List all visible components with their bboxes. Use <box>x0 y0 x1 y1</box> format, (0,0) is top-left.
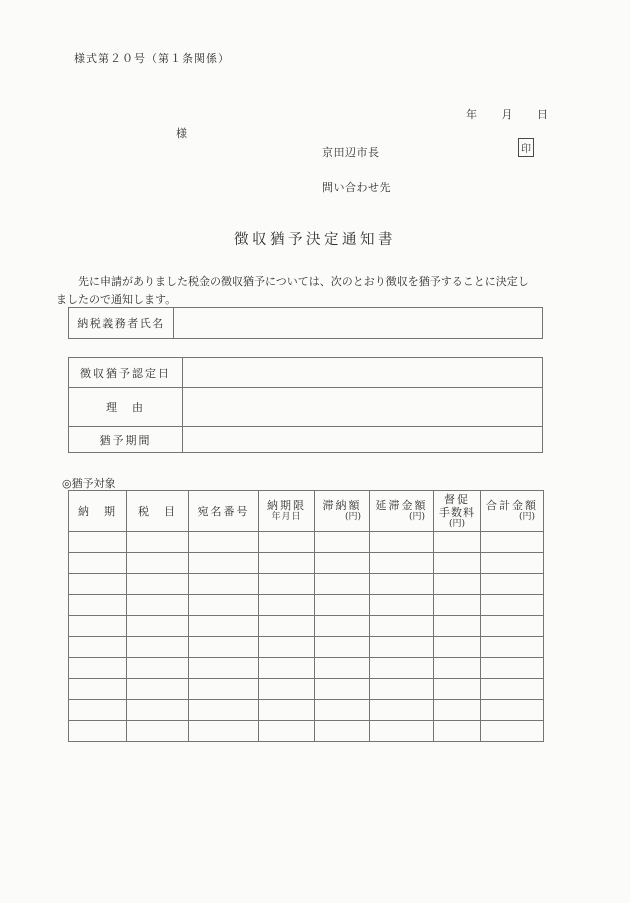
decision-table <box>68 357 543 453</box>
body-line-1: 先に申請がありました税金の徴収猶予については、次のとおり徴収を猶予することに決定し <box>78 275 529 288</box>
deferral-empty-cell <box>315 574 370 595</box>
taxpayer-name-row <box>69 308 543 339</box>
deferral-empty-cell <box>259 616 315 637</box>
demand-charge-unit: (円) <box>448 518 466 529</box>
deferral-empty-cell <box>315 658 370 679</box>
deferral-empty-cell <box>259 553 315 574</box>
deferral-empty-cell <box>189 721 259 742</box>
deferral-empty-cell <box>434 532 481 553</box>
deferral-empty-cell <box>434 658 481 679</box>
deferral-empty-cell <box>69 658 127 679</box>
seal-label: 印 <box>521 144 531 155</box>
column-header-due-date <box>259 491 315 532</box>
total-amount-label: 合計金額 <box>486 499 538 512</box>
deferral-empty-cell <box>434 595 481 616</box>
deferral-empty-row <box>69 553 544 574</box>
deferral-empty-cell <box>69 700 127 721</box>
deferral-empty-cell <box>315 700 370 721</box>
deferral-empty-cell <box>370 658 434 679</box>
contact-label: 問い合わせ先 <box>322 181 391 194</box>
deferral-target-table <box>68 490 544 742</box>
deferral-empty-cell <box>434 721 481 742</box>
body-line-2: ましたので通知します。 <box>56 293 177 306</box>
deferral-empty-cell <box>259 574 315 595</box>
deferral-empty-cell <box>434 574 481 595</box>
deferral-empty-row <box>69 721 544 742</box>
date-day-label: 日 <box>537 108 548 121</box>
issue-date-line <box>466 106 548 122</box>
document-title: 徴収猶予決定通知書 <box>234 232 396 248</box>
deferral-empty-cell <box>370 553 434 574</box>
due-date-sublabel: 年月日 <box>271 512 302 522</box>
deferral-empty-cell <box>127 616 189 637</box>
demand-charge-label-1: 督促 <box>444 492 470 506</box>
deferral-empty-cell <box>315 616 370 637</box>
body-paragraph <box>56 273 586 309</box>
decision-row-reason <box>69 388 543 427</box>
deferral-empty-cell <box>481 721 544 742</box>
deferral-empty-row <box>69 658 544 679</box>
deferral-empty-cell <box>127 700 189 721</box>
deferral-empty-cell <box>189 700 259 721</box>
due-date-label: 納期限 <box>267 499 306 512</box>
date-year-label: 年 <box>466 108 477 121</box>
addressee-number-label: 宛名番号 <box>197 504 250 518</box>
deferral-empty-cell <box>481 700 544 721</box>
taxpayer-name-label: 納税義務者氏名 <box>69 308 174 339</box>
deferral-empty-row <box>69 595 544 616</box>
column-header-tax-item <box>127 491 189 532</box>
deferral-empty-cell <box>189 574 259 595</box>
deferral-empty-cell <box>315 553 370 574</box>
deferral-period-value <box>183 427 543 453</box>
column-header-addressee-number <box>189 491 259 532</box>
delinquent-amount-label: 滞納額 <box>322 499 362 512</box>
deferral-empty-cell <box>315 595 370 616</box>
deferral-empty-cell <box>434 553 481 574</box>
approval-date-value <box>183 358 543 388</box>
deferral-empty-cell <box>127 532 189 553</box>
deferral-empty-cell <box>189 532 259 553</box>
deferral-empty-cell <box>127 574 189 595</box>
deferral-empty-cell <box>370 616 434 637</box>
deferral-empty-cell <box>189 616 259 637</box>
column-header-delinquent-amount <box>315 491 370 532</box>
deferral-empty-cell <box>434 679 481 700</box>
deferral-empty-cell <box>189 679 259 700</box>
column-header-late-fee <box>370 491 434 532</box>
deferral-empty-cell <box>127 595 189 616</box>
reason-value <box>183 388 543 427</box>
deferral-header-row <box>69 491 544 532</box>
seal-box <box>518 138 534 157</box>
addressee-honorific: 様 <box>176 127 187 140</box>
deferral-empty-cell <box>127 637 189 658</box>
deferral-empty-cell <box>481 637 544 658</box>
payment-period-label: 納 期 <box>78 504 117 518</box>
deferral-empty-cell <box>434 637 481 658</box>
deferral-empty-cell <box>69 553 127 574</box>
deferral-empty-cell <box>189 553 259 574</box>
decision-row-approval-date <box>69 358 543 388</box>
taxpayer-name-table <box>68 307 543 339</box>
deferral-empty-cell <box>315 721 370 742</box>
approval-date-label: 徴収猶予認定日 <box>69 358 183 388</box>
deferral-empty-cell <box>370 700 434 721</box>
deferral-empty-cell <box>370 595 434 616</box>
deferral-empty-cell <box>434 616 481 637</box>
deferral-empty-cell <box>259 679 315 700</box>
deferral-empty-cell <box>481 574 544 595</box>
late-fee-unit: (円) <box>408 512 425 522</box>
form-number: 様式第２０号（第１条関係） <box>74 52 230 65</box>
deferral-empty-cell <box>315 679 370 700</box>
deferral-empty-cell <box>69 574 127 595</box>
deferral-empty-cell <box>127 721 189 742</box>
deferral-empty-cell <box>481 553 544 574</box>
total-amount-unit: (円) <box>518 512 535 522</box>
deferral-empty-cell <box>69 679 127 700</box>
deferral-empty-cell <box>481 532 544 553</box>
deferral-empty-cell <box>127 679 189 700</box>
deferral-empty-row <box>69 700 544 721</box>
decision-row-deferral-period <box>69 427 543 453</box>
deferral-empty-row <box>69 574 544 595</box>
column-header-payment-period <box>69 491 127 532</box>
deferral-empty-cell <box>481 616 544 637</box>
deferral-period-label: 猶予期間 <box>69 427 183 453</box>
deferral-empty-cell <box>69 595 127 616</box>
sender-title: 京田辺市長 <box>322 146 380 159</box>
deferral-empty-cell <box>370 532 434 553</box>
deferral-empty-cell <box>434 700 481 721</box>
deferral-empty-row <box>69 637 544 658</box>
deferral-empty-cell <box>370 637 434 658</box>
deferral-empty-cell <box>189 658 259 679</box>
taxpayer-name-value <box>174 308 543 339</box>
deferral-empty-cell <box>370 721 434 742</box>
deferral-empty-cell <box>481 679 544 700</box>
deferral-empty-cell <box>259 700 315 721</box>
deferral-empty-cell <box>315 532 370 553</box>
tax-item-label: 税 目 <box>138 504 177 518</box>
deferral-empty-cell <box>127 553 189 574</box>
deferral-section-heading: ◎猶予対象 <box>62 477 116 490</box>
late-fee-label: 延滞金額 <box>375 499 428 512</box>
deferral-empty-cell <box>259 637 315 658</box>
deferral-empty-cell <box>127 658 189 679</box>
deferral-empty-cell <box>189 637 259 658</box>
reason-label: 理 由 <box>69 388 183 427</box>
deferral-empty-cell <box>189 595 259 616</box>
deferral-empty-cell <box>259 658 315 679</box>
deferral-empty-row <box>69 532 544 553</box>
column-header-demand-charge <box>434 491 481 532</box>
deferral-empty-cell <box>259 595 315 616</box>
deferral-empty-cell <box>69 721 127 742</box>
date-month-label: 月 <box>501 108 513 121</box>
deferral-empty-cell <box>69 532 127 553</box>
deferral-empty-cell <box>370 679 434 700</box>
deferral-empty-row <box>69 679 544 700</box>
deferral-empty-cell <box>259 532 315 553</box>
deferral-empty-cell <box>69 616 127 637</box>
deferral-empty-cell <box>259 721 315 742</box>
delinquent-amount-unit: (円) <box>344 512 361 522</box>
deferral-empty-cell <box>69 637 127 658</box>
deferral-empty-cell <box>481 658 544 679</box>
deferral-empty-cell <box>481 595 544 616</box>
demand-charge-label-2: 手数料 <box>439 505 475 519</box>
deferral-empty-cell <box>315 637 370 658</box>
deferral-empty-row <box>69 616 544 637</box>
deferral-empty-cell <box>370 574 434 595</box>
column-header-total-amount <box>481 491 544 532</box>
